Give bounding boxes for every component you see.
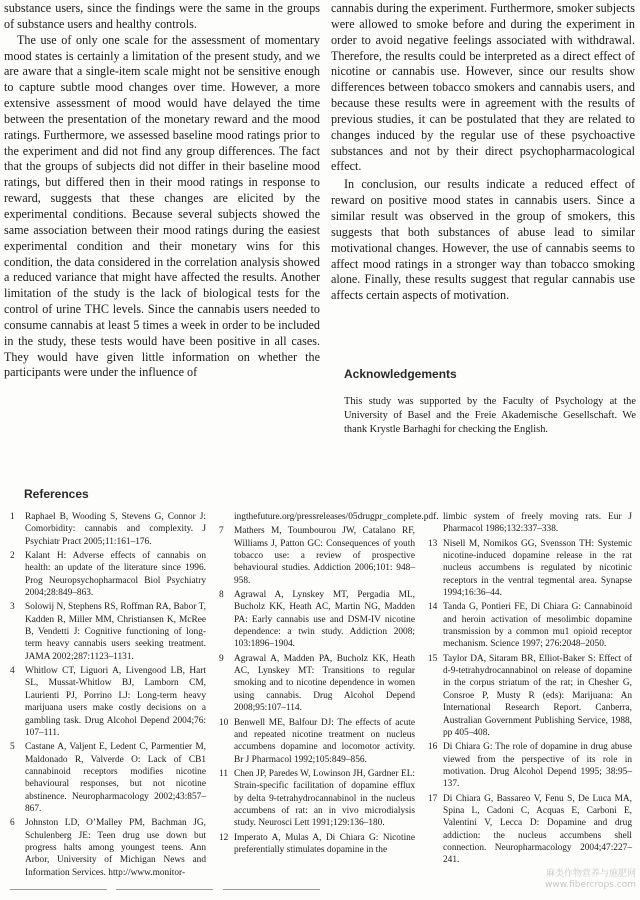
reference-number: 6: [10, 818, 15, 829]
watermark: [520, 869, 636, 891]
reference-item: [428, 538, 632, 600]
reference-number: 13: [428, 538, 438, 549]
reference-number: 4: [10, 666, 15, 677]
reference-text: Di Chiara G, Bassareo V, Fenu S, De Luca MA, Spina L, Cadoni C, Acquas E, Carboni E, Valentini V, Lecca D: Dopamine and drug addiction: the nucleus accumbens shell connection. Neuropharmacology 2004;47:227–241.: [443, 793, 632, 866]
reference-number: 5: [10, 742, 15, 753]
footer-rule: [223, 889, 320, 890]
reference-item: [219, 768, 415, 830]
reference-item: [10, 665, 206, 739]
reference-number: 8: [219, 590, 224, 601]
reference-item: [219, 653, 415, 715]
reference-item: [10, 601, 206, 663]
footer-rule: [116, 889, 213, 890]
reference-continuation: ingthefuture.org/pressreleases/05drugpr_complete.pdf.: [234, 512, 439, 522]
reference-number: 7: [219, 526, 224, 537]
body-paragraph: The use of only one scale for the assessment of momentary mood states is certainly a limitation of the present study, and we are aware that a single-item scale might not be sensitive enough to capture subtle mood changes over time. However, a more extensive assessment of mood would have delayed the time between the presentation of the monetary reward and the mood ratings. Furthermore, we assessed baseline mood ratings prior to the experiment and did not find any group differences. The fact that the groups of subjects did not differ in their baseline mood ratings, but differed then in their mood ratings in response to reward, suggests that these changes are elicited by the experimental conditions. Because several subjects showed the same association between their mood ratings during the easiest experimental condition and their monetary wins for this condition, the data considered in the correlation analysis showed a reduced variance that might have affected the results. Another limitation of the study is the lack of biological tests for the control of urine THC levels. Since the cannabis users needed to consume cannabis at least 5 times a week in order to be included in the study, these tests would have been positive in all cases. They would have given little information on whether the participants were under the influence of: [4, 32, 320, 380]
reference-number: 12: [219, 832, 229, 843]
reference-item: [219, 832, 415, 857]
reference-item: [10, 550, 206, 599]
reference-number: 17: [428, 793, 438, 804]
reference-number: 3: [10, 602, 15, 613]
reference-column-1: [10, 511, 206, 881]
reference-text: Whitlow CT, Liguori A, Livengood LB, Hart SL, Mussat-Whitlow BJ, Lamborn CM, Laurienti PJ, Porrino LJ: Long-term heavy marijuana users make costly decisions on a gambling task. Drug Alcohol Depend 2004;76: 107–111.: [25, 666, 206, 738]
acknowledgements-text: This study was supported by the Faculty of Psychology at the University of Basel and the Freie Akademische Gesellschaft. We thank Krystle Barhaghi for checking the English.: [344, 396, 636, 435]
reference-text: Johnston LD, O’Malley PM, Bachman JG, Schulenberg JE: Teen drug use down but progress halts among youngest teens. Ann Arbor, University of Michigan News and Information Services. http://www.monitor-: [25, 818, 206, 878]
reference-item: [219, 589, 415, 651]
reference-column-3: [428, 511, 632, 869]
acknowledgements-heading: Acknowledgements: [344, 367, 457, 381]
body-paragraph: substance users, since the findings were the same in the groups of substance users and healthy controls.: [4, 1, 320, 31]
body-paragraph: cannabis during the experiment. Furthermore, smoker subjects were allowed to smoke before and during the experiment in order to avoid negative feelings associated with withdrawal. Therefore, the results could be interpreted as a direct effect of nicotine or cannabis use. However, since our results show differences between tobacco smokers and cannabis users, and because these results were in agreement with the results of previous studies, it can be postulated that they are related to changes induced by the regular use of these psychoactive substances and not by their direct psychopharmacological effect.: [331, 1, 635, 174]
reference-number: 1: [10, 512, 15, 522]
references-heading: References: [24, 487, 89, 501]
reference-text: Chen JP, Paredes W, Lowinson JH, Gardner EL: Strain-specific facilitation of dopamine efflux by delta 9-tetrahydrocannabinol in the nucleus accumbens of rat: an in vivo microdialysis study. Neurosci Lett 1991;129:136–180.: [234, 768, 415, 829]
reference-number: 10: [219, 717, 229, 728]
reference-number: 11: [219, 768, 228, 779]
reference-item: [428, 601, 632, 650]
reference-text: Imperato A, Mulas A, Di Chiara G: Nicotine preferentially stimulates dopamine in the: [234, 832, 415, 855]
reference-item: [219, 525, 415, 587]
reference-number: 16: [428, 742, 438, 753]
reference-continuation: limbic system of freely moving rats. Eur J Pharmacol 1986;132:337–338.: [443, 512, 632, 535]
watermark-line: 麻类作物营养与施肥网: [545, 869, 636, 879]
reference-text: Solowij N, Stephens RS, Roffman RA, Babor T, Kadden R, Miller MM, Christiansen K, McRee B, Vendetti J: Cognitive functioning of long-term heavy cannabis users seeking treatment. JAMA 2002;287:1123–1131.: [25, 602, 206, 662]
reference-item: [428, 741, 632, 790]
reference-text: Nisell M, Nomikos GG, Svensson TH: Systemic nicotine-induced dopamine release in the rat nucleus accumbens is regulated by nicotinic receptors in the ventral tegmental area. Synapse 1994;16:36–44.: [443, 538, 632, 599]
watermark-line: www.fibercrops.com: [545, 880, 636, 890]
reference-text: Castane A, Valjent E, Ledent C, Parmentier M, Maldonado R, Valverde O: Lack of CB1 cannabinoid receptors modifies nicotine behavioural responses, but not nicotine abstinence. Neuropharmacology 2002;43:857–867.: [25, 742, 206, 814]
reference-number: 2: [10, 551, 15, 562]
footer-rule: [10, 889, 107, 890]
reference-item: [428, 793, 632, 867]
reference-text: Agrawal A, Madden PA, Bucholz KK, Heath AC, Lynskey MT: Transitions to regular smoking and to nicotine dependence in women using cannabis. Drug Alcohol Depend 2008;95:107–114.: [234, 653, 415, 714]
reference-number: 14: [428, 602, 438, 613]
reference-text: Tanda G, Pontieri FE, Di Chiara G: Cannabinoid and heroin activation of mesolimbic dopamine transmission by a common mu1 opioid receptor mechanism. Science 1997; 276:2048–2050.: [443, 602, 632, 650]
reference-text: Di Chiara G: The role of dopamine in drug abuse viewed from the perspective of its role in motivation. Drug Alcohol Depend 1995; 38:95–137.: [443, 742, 632, 790]
reference-item: [10, 817, 206, 879]
reference-item: [10, 511, 206, 548]
reference-text: Mathers M, Toumbourou JW, Catalano RF, Williams J, Patton GC: Consequences of youth tobacco use: a review of prospective behavioural studies. Addiction 2006;101: 948–958.: [234, 526, 415, 586]
reference-text: Benwell ME, Balfour DJ: The effects of acute and repeated nicotine treatment on nucleus accumbens dopamine and locomotor activity. Br J Pharmacol 1992;105:849–856.: [234, 717, 415, 765]
reference-text: Taylor DA, Sitaram BR, Elliot-Baker S: Effect of d-9-tetrahydrocannabinol on release of dopamine in the corpus striatum of the rat; in Chesher G, Consroe P, Musty R (eds): Marijuana: An International Research Report. Canberra, Australian Government Publishing Service, 1988, pp 405–408.: [443, 653, 632, 738]
reference-text: Kalant H: Adverse effects of cannabis on health: an update of the literature since 1996. Prog Neuropsychopharmacol Biol Psychiatry 2004;28:849–863.: [25, 551, 206, 599]
body-column-left: [4, 1, 320, 381]
reference-number: 9: [219, 653, 224, 664]
reference-item: [219, 717, 415, 766]
reference-item: [428, 653, 632, 739]
body-column-right: [331, 1, 635, 304]
reference-text: Agrawal A, Lynskey MT, Pergadia ML, Bucholz KK, Heath AC, Martin NG, Madden PA: Early cannabis use and DSM-IV nicotine dependence: a twin study. Addiction 2008; 103:1896–1904.: [234, 590, 415, 650]
reference-text: Raphael B, Wooding S, Stevens G, Connor J: Comorbidity: cannabis and complexity. J Psychiatr Pract 2005;11:161–176.: [25, 512, 206, 547]
reference-number: 15: [428, 653, 438, 664]
reference-item: [10, 741, 206, 815]
body-paragraph: In conclusion, our results indicate a reduced effect of reward on positive mood states in cannabis users. Since a similar result was observed in the group of smokers, this suggests that both substances of abuse lead to similar motivational changes. However, the use of cannabis seems to affect mood ratings in a stronger way than tobacco smoking alone. Finally, these results suggest that regular cannabis use affects certain aspects of motivation.: [331, 177, 635, 303]
